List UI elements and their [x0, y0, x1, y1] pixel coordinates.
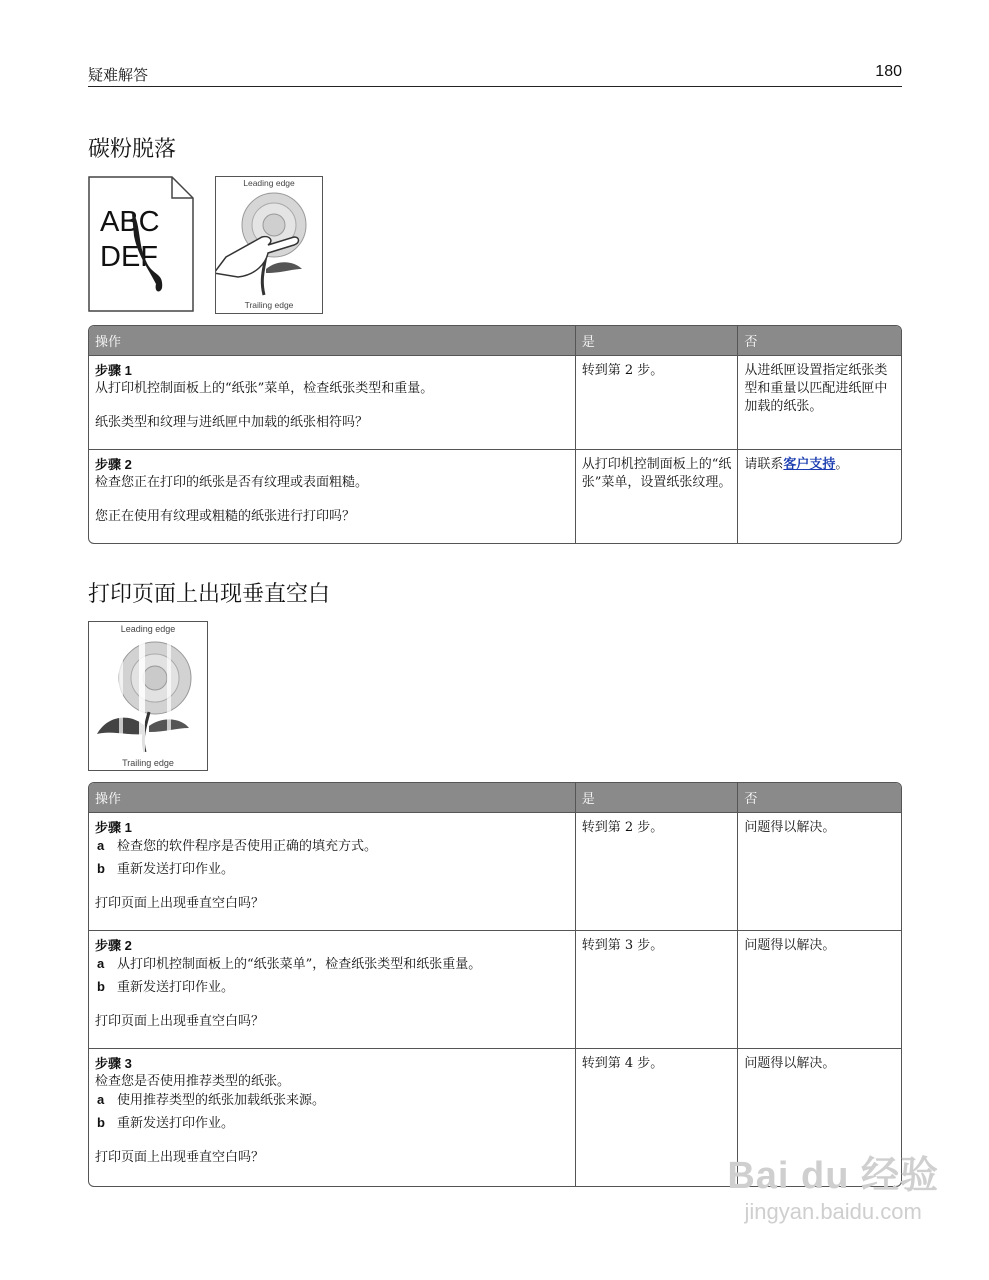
- step-question: 打印页面上出现垂直空白吗？: [95, 896, 265, 911]
- watermark-brand: Bai du 经验: [727, 1155, 939, 1197]
- toner-table: [88, 325, 902, 544]
- substep-a: a 使用推荐类型的纸张加载纸张来源。: [97, 1092, 326, 1108]
- leading-edge-label: Leading edge: [120, 624, 176, 634]
- section-name: 疑难解答: [88, 66, 149, 84]
- page-header: [88, 62, 902, 87]
- trailing-edge-label: Trailing edge: [122, 758, 174, 768]
- no-cell: 问题得以解决。: [737, 812, 901, 930]
- flower-voids-figure: [88, 621, 208, 771]
- step-label: 步骤 2: [95, 457, 132, 472]
- step-label: 步骤 3: [95, 1056, 132, 1071]
- table-row: [89, 812, 901, 930]
- col-yes: 是: [575, 783, 738, 812]
- substep-a: a 检查您的软件程序是否使用正确的填充方式。: [97, 838, 378, 854]
- step-intro: 检查您是否使用推荐类型的纸张。: [95, 1074, 291, 1089]
- no-cell: [737, 449, 901, 543]
- table-row: [89, 449, 901, 543]
- section2-title: 打印页面上出现垂直空白: [88, 582, 331, 607]
- table-header-row: [89, 326, 901, 355]
- trailing-edge-label: Trailing edge: [244, 300, 294, 310]
- yes-cell: 从打印机控制面板上的“纸张”菜单，设置纸张纹理。: [575, 449, 738, 543]
- substep-b: b 重新发送打印作业。: [97, 861, 235, 877]
- col-no: 否: [737, 326, 901, 355]
- action-cell: [89, 812, 575, 930]
- def-text: DEF: [100, 241, 158, 273]
- baidu-watermark: [727, 1144, 939, 1225]
- table-row: [89, 930, 901, 1048]
- vertical-voids-table: [88, 782, 902, 1187]
- col-no: 否: [737, 783, 901, 812]
- toner-page-figure: [88, 176, 194, 312]
- customer-support-link[interactable]: 客户支持: [783, 457, 836, 472]
- abc-text: ABC: [100, 206, 160, 238]
- yes-cell: 转到第 2 步。: [575, 355, 738, 449]
- action-cell: [89, 930, 575, 1048]
- no-suffix: 。: [835, 457, 849, 472]
- table-row: [89, 355, 901, 449]
- substep-a: a 从打印机控制面板上的“纸张菜单”，检查纸张类型和纸张重量。: [97, 956, 482, 972]
- step-text: 检查您正在打印的纸张是否有纹理或表面粗糙。: [95, 475, 369, 490]
- yes-cell: 转到第 4 步。: [575, 1048, 738, 1186]
- step-label: 步骤 1: [95, 363, 132, 378]
- no-cell: 从进纸匣设置指定纸张类型和重量以匹配进纸匣中加载的纸张。: [737, 355, 901, 449]
- page-number: 180: [875, 63, 902, 80]
- flower-smudge-figure: [215, 176, 323, 314]
- step-question: 纸张类型和纹理与进纸匣中加载的纸张相符吗？: [95, 415, 369, 430]
- no-cell: 问题得以解决。: [737, 1048, 901, 1186]
- table-header-row: [89, 783, 901, 812]
- step-label: 步骤 2: [95, 938, 132, 953]
- col-action: 操作: [89, 783, 575, 812]
- substep-b: b 重新发送打印作业。: [97, 979, 235, 995]
- no-cell: 问题得以解决。: [737, 930, 901, 1048]
- no-prefix: 请联系: [744, 457, 784, 472]
- step-question: 打印页面上出现垂直空白吗？: [95, 1014, 265, 1029]
- step-text: 从打印机控制面板上的“纸张”菜单，检查纸张类型和重量。: [95, 381, 434, 396]
- step-label: 步骤 1: [95, 820, 132, 835]
- action-cell: [89, 355, 575, 449]
- step-question: 您正在使用有纹理或粗糙的纸张进行打印吗？: [95, 509, 356, 524]
- leading-edge-label: Leading edge: [243, 178, 295, 188]
- step-question: 打印页面上出现垂直空白吗？: [95, 1150, 265, 1165]
- section1-title: 碳粉脱落: [88, 137, 177, 162]
- yes-cell: 转到第 3 步。: [575, 930, 738, 1048]
- action-cell: [89, 449, 575, 543]
- action-cell: [89, 1048, 575, 1186]
- col-action: 操作: [89, 326, 575, 355]
- yes-cell: 转到第 2 步。: [575, 812, 738, 930]
- col-yes: 是: [575, 326, 738, 355]
- watermark-url: jingyan.baidu.com: [744, 1199, 922, 1224]
- substep-b: b 重新发送打印作业。: [97, 1115, 235, 1131]
